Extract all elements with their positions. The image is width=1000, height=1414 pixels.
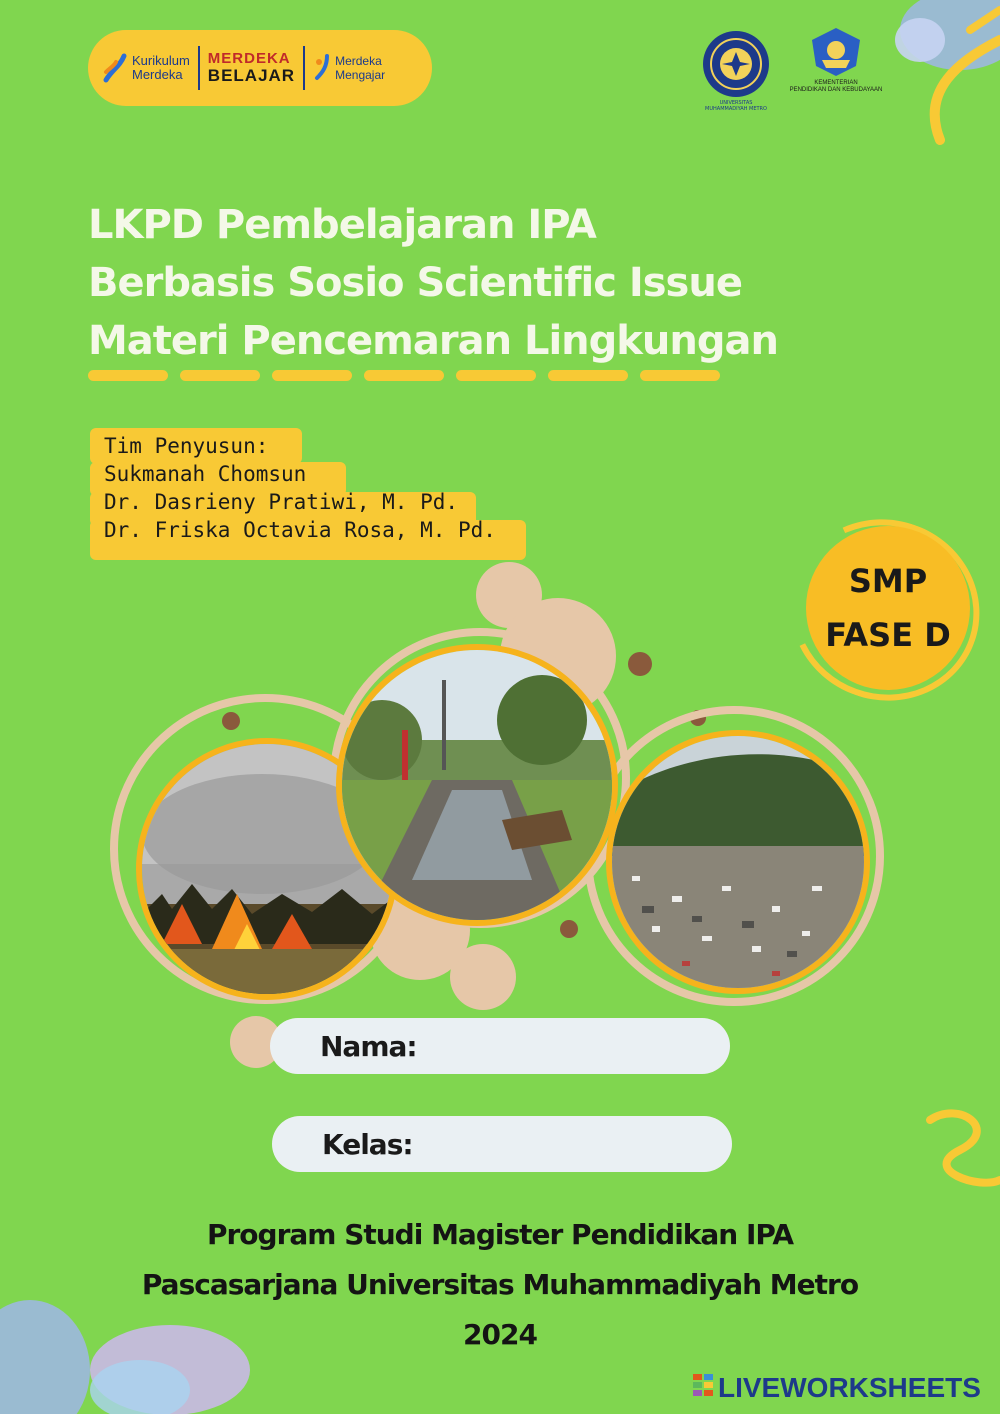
merdeka-mengajar-logo <box>313 52 385 84</box>
title-line-3: Materi Pencemaran Lingkungan <box>88 318 778 364</box>
decor-circle <box>628 652 652 676</box>
photo-flooded-road <box>336 644 618 926</box>
author-name: Dr. Dasrieny Pratiwi, M. Pd. <box>104 490 459 514</box>
authors-block <box>104 432 496 544</box>
photo-landfill <box>606 730 870 994</box>
merdeka-word: MERDEKA <box>207 50 291 67</box>
class-input[interactable] <box>413 1116 732 1172</box>
merdeka-belajar-logo <box>208 51 295 85</box>
title-line-1: LKPD Pembelajaran IPA <box>88 202 596 248</box>
kurikulum-text: Kurikulum <box>132 53 190 68</box>
mengajar-text-1: Merdeka <box>335 54 382 68</box>
authors-heading: Tim Penyusun: <box>104 434 269 458</box>
title-line-2: Berbasis Sosio Scientific Issue <box>88 260 742 306</box>
kurikulum-merdeka-logo <box>102 50 190 86</box>
class-label: Kelas: <box>322 1127 413 1161</box>
badge-level: SMP <box>848 562 928 600</box>
institution-footer <box>100 1210 900 1360</box>
name-input[interactable] <box>417 1018 730 1074</box>
logo-divider <box>198 46 200 90</box>
name-field <box>270 1018 730 1074</box>
page-title <box>88 196 788 370</box>
belajar-word: BELAJAR <box>207 66 296 85</box>
mengajar-text-2: Mengajar <box>335 68 386 82</box>
curriculum-logo-pill <box>88 30 432 106</box>
class-field <box>272 1116 732 1172</box>
logo-divider <box>303 46 305 90</box>
landfill-image <box>612 736 864 988</box>
liveworksheets-watermark[interactable] <box>692 1372 981 1404</box>
footer-line-1: Program Studi Magister Pendidikan IPA <box>206 1218 794 1251</box>
liveworksheets-text: LIVEWORKSHEETS <box>718 1372 981 1403</box>
university-seal-text: UNIVERSITAS MUHAMMADIYAH METRO <box>705 100 767 112</box>
badge-phase: FASE D <box>825 616 951 654</box>
merdeka-text: Merdeka <box>132 67 183 82</box>
mengajar-icon <box>313 52 331 84</box>
title-underline-dashes <box>88 370 720 381</box>
university-seal-icon <box>702 30 770 98</box>
author-name: Sukmanah Chomsun <box>104 462 307 486</box>
footer-year: 2024 <box>463 1318 537 1351</box>
decor-circle <box>560 920 578 938</box>
liveworksheets-icon <box>692 1373 714 1403</box>
kemendikbud-caption-line2: PENDIDIKAN DAN KEBUDAYAAN <box>789 87 883 93</box>
flooded-road-image <box>342 650 612 920</box>
author-name: Dr. Friska Octavia Rosa, M. Pd. <box>104 518 496 542</box>
decor-squiggle-right <box>920 1100 1000 1220</box>
kemendikbud-caption-line1: KEMENTERIAN <box>814 80 858 86</box>
kurikulum-icon <box>102 50 128 86</box>
kemendikbud-logo-icon <box>808 26 864 78</box>
name-label: Nama: <box>320 1029 417 1063</box>
footer-line-2: Pascasarjana Universitas Muhammadiyah Metro <box>141 1268 859 1301</box>
level-badge <box>806 526 970 690</box>
kemendikbud-caption <box>782 80 890 94</box>
